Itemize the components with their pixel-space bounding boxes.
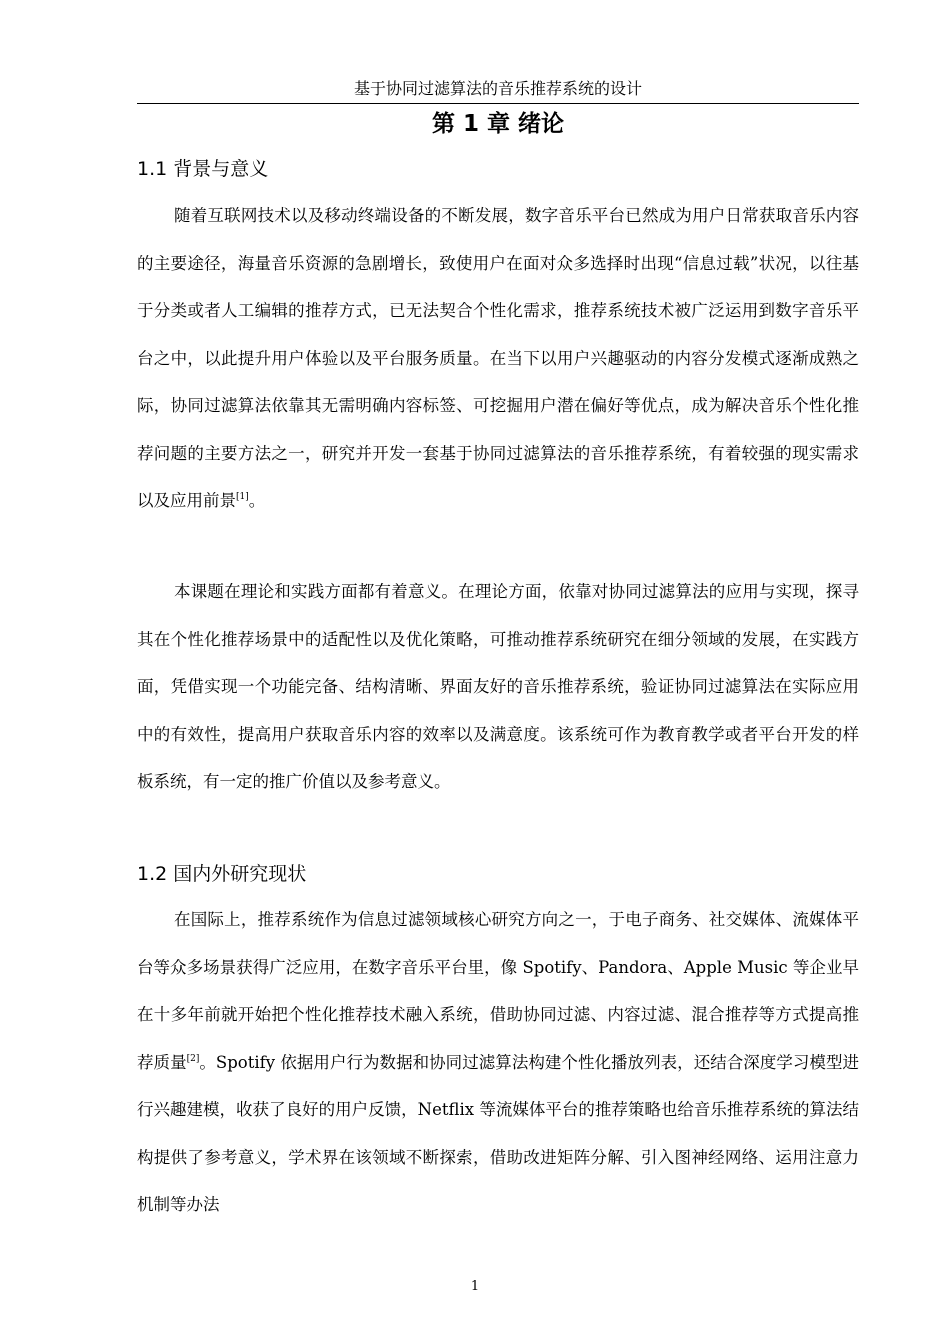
page-number: 1 [470, 1279, 480, 1294]
citation-ref: [2] [186, 1053, 200, 1064]
section-heading-1-2: 1.2 国内外研究现状 [137, 863, 307, 885]
paragraph-tail: 。 [248, 491, 266, 510]
paragraph-text: 随着互联网技术以及移动终端设备的不断发展，数字音乐平台已然成为用户日常获取音乐内容的主要途径，海量音乐资源的急剧增长，致使用户在面对众多选择时出现“信息过载”状况，以往基于分类或者人工编辑的推荐方式，已无法契合个性化需求，推荐系统技术被广泛运用到数字音乐平台之中，以此提升用户体验以及平台服务质量。在当下以用户兴趣驱动的内容分发模式逐渐成熟之际，协同过滤算法依靠其无需明确内容标签、可挖掘用户潜在偏好等优点，成为解决音乐个性化推荐问题的主要方法之一，研究并开发一套基于协同过滤算法的音乐推荐系统，有着较强的现实需求以及应用前景 [137, 206, 859, 510]
running-header: 基于协同过滤算法的音乐推荐系统的设计 [353, 79, 642, 98]
section-heading-1-1: 1.1 背景与意义 [137, 158, 269, 180]
paragraph-significance [137, 568, 859, 806]
paragraph-text: 在国际上，推荐系统作为信息过滤领域核心研究方向之一，于电子商务、社交媒体、流媒体平台等众多场景获得广泛应用，在数字音乐平台里，像 Spotify、Pandora、Apple Music 等企业早在十多年前就开始把个性化推荐技术融入系统，借助协同过滤、内容过滤、混合推荐等方式提高推荐质量 [137, 910, 859, 1072]
paragraph-research-status [137, 896, 859, 1229]
paragraph-text: 本课题在理论和实践方面都有着意义。在理论方面，依靠对协同过滤算法的应用与实现，探寻其在个性化推荐场景中的适配性以及优化策略，可推动推荐系统研究在细分领域的发展，在实践方面，凭借实现一个功能完备、结构清晰、界面友好的音乐推荐系统，验证协同过滤算法在实际应用中的有效性，提高用户获取音乐内容的效率以及满意度。该系统可作为教育教学或者平台开发的样板系统，有一定的推广价值以及参考意义。 [137, 582, 859, 791]
paragraph-tail: 。Spotify 依据用户行为数据和协同过滤算法构建个性化播放列表，还结合深度学习模型进行兴趣建模，收获了良好的用户反馈，Netflix 等流媒体平台的推荐策略也给音乐推荐系统的算法结构提供了参考意义，学术界在该领域不断探索，借助改进矩阵分解、引入图神经网络、运用注意力机制等办法 [137, 1052, 859, 1214]
paragraph-background [137, 192, 859, 525]
citation-ref: [1] [236, 492, 249, 502]
chapter-title: 第 1 章 绪论 [431, 111, 565, 137]
header-rule [137, 103, 859, 104]
